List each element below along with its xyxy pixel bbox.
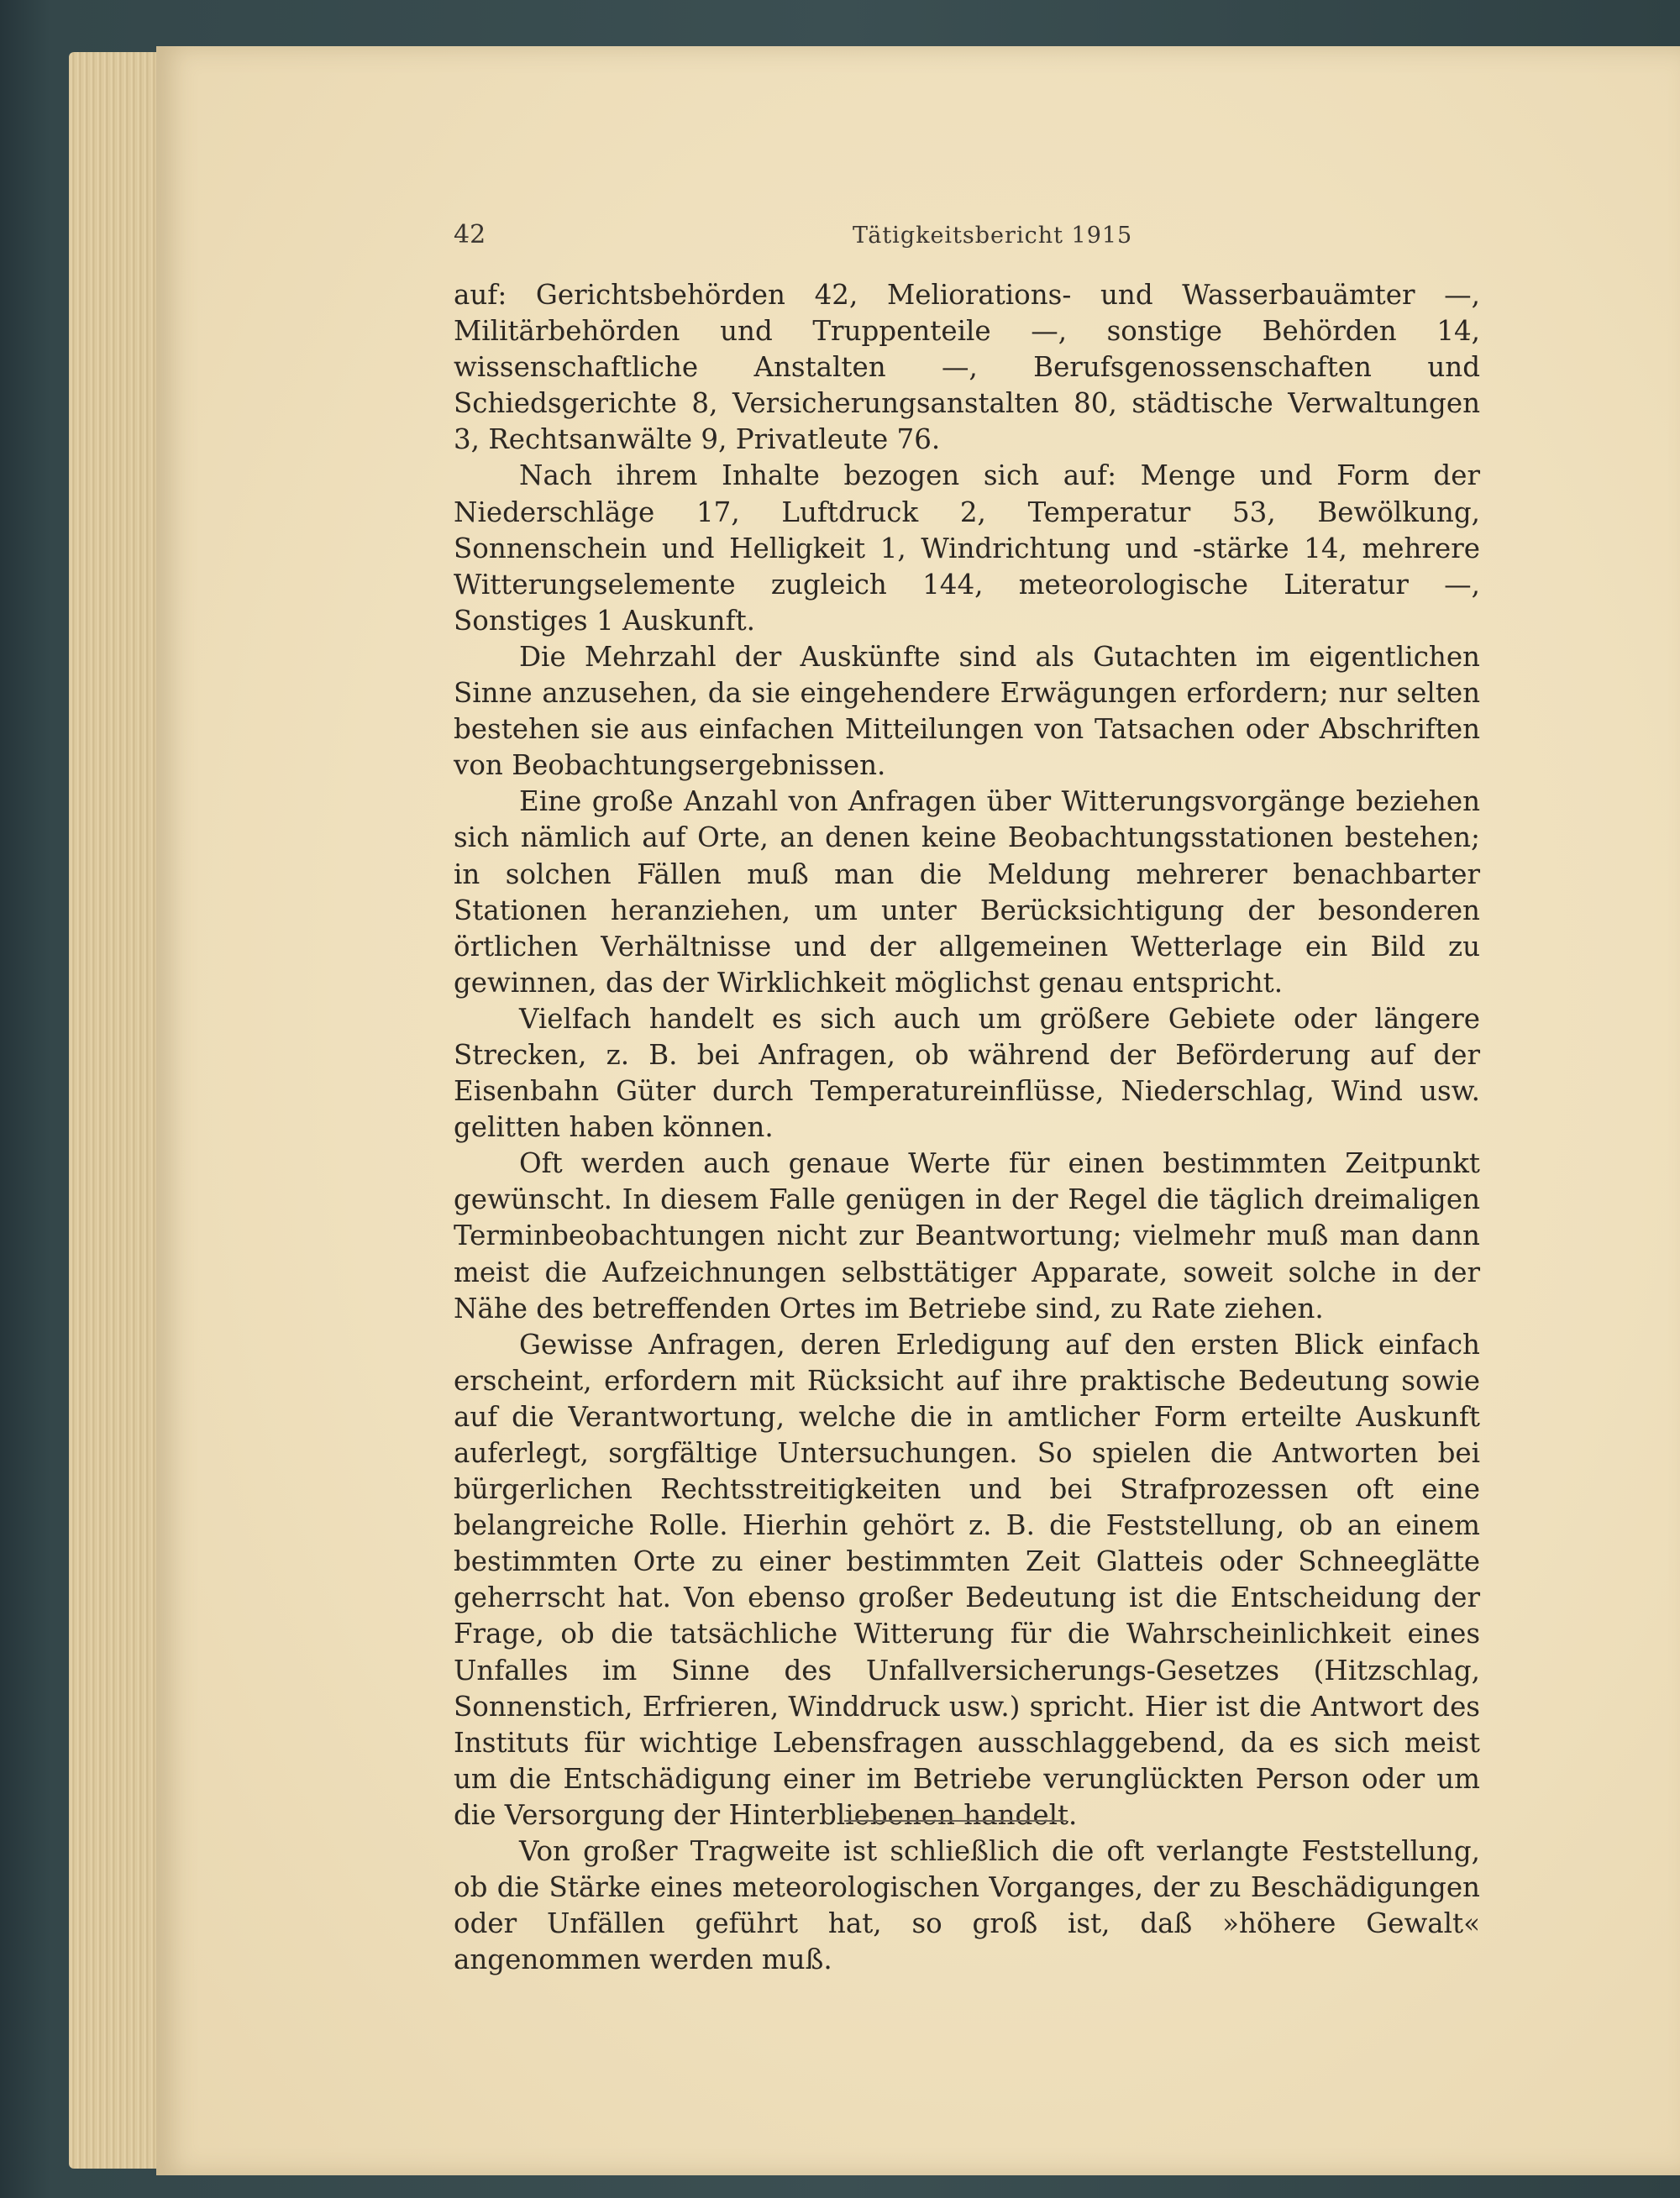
end-rule [844, 1820, 1067, 1822]
paragraph-1: auf: Gerichtsbehörden 42, Meliorations- und Wasserbauämter —, Militärbehörden und Truppenteile —, sonstige Behörden 14, wissenschaftliche Anstalten —, Berufsgenossenschaften und Schiedsgerichte 8, Versicherungsanstalten 80, städtische Verwaltungen 3, Rechtsanwälte 9, Privatleute 76. [454, 279, 1480, 456]
paragraph-3: Die Mehrzahl der Auskünfte sind als Gutachten im eigentlichen Sinne anzusehen, da sie eingehendere Erwägungen erfordern; nur selten bestehen sie aus einfachen Mitteilungen von Tatsachen oder Abschriften von Beobachtungsergebnissen. [454, 640, 1480, 782]
paragraph-4: Eine große Anzahl von Anfragen über Witterungsvorgänge beziehen sich nämlich auf Orte, an denen keine Beobachtungsstationen bestehen; in solchen Fällen muß man die Meldung mehrerer benachbarter Stationen heranziehen, um unter Berücksichtigung der besonderen örtlichen Verhältnisse und der allgemeinen Wetterlage ein Bild zu gewinnen, das der Wirklichkeit möglichst genau entspricht. [454, 785, 1480, 999]
paragraph-7: Gewisse Anfragen, deren Erledigung auf den ersten Blick einfach erscheint, erfordern mit Rücksicht auf ihre praktische Bedeutung sowie auf die Verantwortung, welche die in amtlicher Form erteilte Auskunft auferlegt, sorgfältige Untersuchungen. So spielen die Antworten bei bürgerlichen Rechtsstreitigkeiten und bei Strafprozessen oft eine belangreiche Rolle. Hierhin gehört z. B. die Feststellung, ob an einem bestimmten Orte zu einer bestimmten Zeit Glatteis oder Schneeglätte geherrscht hat. Von ebenso großer Bedeutung ist die Entscheidung der Frage, ob die tatsächliche Witterung für die Wahrscheinlichkeit eines Unfalles im Sinne des Unfallversicherungs-Gesetzes (Hitzschlag, Sonnenstich, Erfrieren, Winddruck usw.) spricht. Hier ist die Antwort des Instituts für wichtige Lebensfragen ausschlaggebend, da es sich meist um die Entschädigung einer im Betriebe verunglückten Person oder um die Versorgung der Hinterbliebenen handelt. [454, 1328, 1480, 1831]
page-number: 42 [454, 220, 486, 249]
paragraph-2: Nach ihrem Inhalte bezogen sich auf: Menge und Form der Niederschläge 17, Luftdruck 2, Temperatur 53, Bewölkung, Sonnenschein und Helligkeit 1, Windrichtung und -stärke 14, mehrere Witterungselemente zugleich 144, meteorologische Literatur —, Sonstiges 1 Auskunft. [454, 459, 1480, 637]
paragraph-8: Von großer Tragweite ist schließlich die oft verlangte Feststellung, ob die Stärke eines meteorologischen Vorganges, der zu Beschädigungen oder Unfällen geführt hat, so groß ist, daß »höhere Gewalt« angenommen werden muß. [454, 1835, 1480, 1976]
paragraph-5: Vielfach handelt es sich auch um größere Gebiete oder längere Strecken, z. B. bei Anfragen, ob während der Beförderung auf der Eisenbahn Güter durch Temperatureinflüsse, Niederschlag, Wind usw. gelitten haben können. [454, 1002, 1480, 1144]
body-text [454, 277, 1480, 1978]
paragraph-6: Oft werden auch genaue Werte für einen bestimmten Zeitpunkt gewünscht. In diesem Falle genügen in der Regel die täglich dreimaligen Terminbeobachtungen nicht zur Beantwortung; vielmehr muß man dann meist die Aufzeichnungen selbsttätiger Apparate, soweit solche in der Nähe des betreffenden Ortes im Betriebe sind, zu Rate ziehen. [454, 1147, 1480, 1325]
running-title: Tätigkeitsbericht 1915 [853, 223, 1133, 249]
page-edges [69, 52, 168, 2169]
page-header [454, 220, 1504, 254]
